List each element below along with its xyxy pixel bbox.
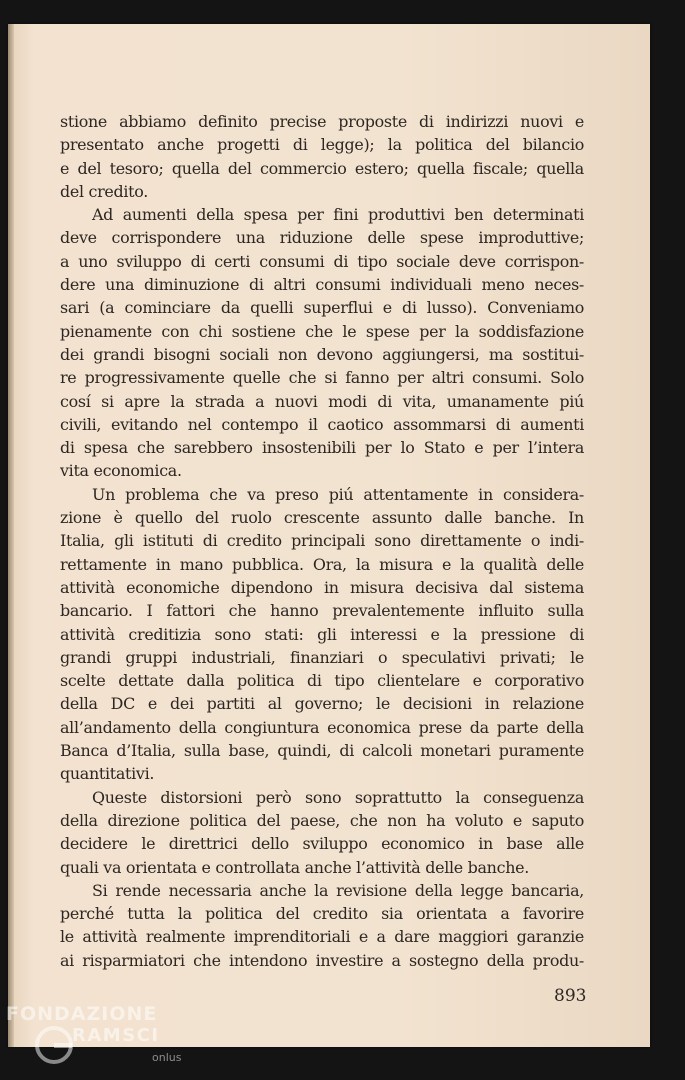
text-line: della direzione politica del paese, che non ha voluto e saputo <box>60 810 584 830</box>
text-line: bancario. I fattori che hanno prevalentemente influito sulla <box>60 601 584 621</box>
paragraph-start-line: Si rende necessaria anche la revisione della legge bancaria, <box>92 880 584 900</box>
book-page <box>8 24 650 1047</box>
text-line: della DC e dei partiti al governo; le decisioni in relazione <box>60 694 584 714</box>
text-line: perché tutta la politica del credito sia orientata a favorire <box>60 904 584 924</box>
text-line: civili, evitando nel contempo il caotico assommarsi di aumenti <box>60 414 584 434</box>
text-line: dere una diminuzione di altri consumi individuali meno neces- <box>60 275 584 295</box>
text-line: Italia, gli istituti di credito principali sono direttamente o indi- <box>60 531 584 551</box>
text-line: e del tesoro; quella del commercio estero; quella fiscale; quella <box>60 158 584 178</box>
text-line: quantitativi. <box>60 764 155 784</box>
text-line: ai risparmiatori che intendono investire a sostegno della produ- <box>60 950 584 970</box>
paragraph-start-line: Queste distorsioni però sono soprattutto la conseguenza <box>92 787 584 807</box>
text-line: sari (a cominciare da quelli superflui e di lusso). Conveniamo <box>60 298 584 318</box>
text-line: pienamente con chi sostiene che le spese per la soddisfazione <box>60 321 584 341</box>
watermark <box>6 1003 206 1073</box>
text-line: di spesa che sarebbero insostenibili per lo Stato e per l’intera <box>60 438 584 458</box>
watermark-suffix: onlus <box>152 1051 182 1064</box>
text-line: quali va orientata e controllata anche l’attività delle banche. <box>60 857 530 877</box>
body-text <box>60 110 584 972</box>
text-line: dei grandi bisogni sociali non devono aggiungersi, ma sostitui- <box>60 344 584 364</box>
page-number: 893 <box>554 986 587 1006</box>
text-line: Banca d’Italia, sulla base, quindi, di calcoli monetari puramente <box>60 741 584 761</box>
text-line: le attività realmente imprenditoriali e a dare maggiori garanzie <box>60 927 584 947</box>
text-line: cosí si apre la strada a nuovi modi di vita, umanamente piú <box>60 391 584 411</box>
text-line: a uno sviluppo di certi consumi di tipo sociale deve corrispon- <box>60 251 584 271</box>
text-line: grandi gruppi industriali, finanziari o speculativi privati; le <box>60 647 584 667</box>
text-line: vita economica. <box>60 461 182 481</box>
text-line: stione abbiamo definito precise proposte di indirizzi nuovi e <box>60 112 584 131</box>
paragraph-start-line: Ad aumenti della spesa per fini produttivi ben determinati <box>92 205 584 225</box>
text-line: presentato anche progetti di legge); la politica del bilancio <box>60 135 584 155</box>
text-line: del credito. <box>60 181 148 201</box>
text-line: attività creditizia sono stati: gli interessi e la pressione di <box>60 624 584 644</box>
text-line: all’andamento della congiuntura economica prese da parte della <box>60 717 584 737</box>
watermark-line1: FONDAZIONE <box>6 1003 158 1025</box>
text-line: attività economiche dipendono in misura decisiva dal sistema <box>60 577 584 597</box>
text-line: scelte dettate dalla politica di tipo clientelare e corporativo <box>60 671 584 691</box>
text-line: re progressivamente quelle che si fanno per altri consumi. Solo <box>60 368 584 388</box>
text-line: deve corrispondere una riduzione delle spese improduttive; <box>60 228 584 248</box>
text-line: decidere le direttrici dello sviluppo economico in base alle <box>60 834 584 854</box>
text-line: zione è quello del ruolo crescente assunto dalle banche. In <box>60 508 584 528</box>
text-line: rettamente in mano pubblica. Ora, la misura e la qualità delle <box>60 554 584 574</box>
watermark-line2: RAMSCI <box>72 1025 160 1046</box>
paragraph-start-line: Un problema che va preso piú attentamente in considera- <box>92 484 584 504</box>
page-spine-shadow <box>8 24 14 1047</box>
watermark-g-logo-icon <box>32 1023 76 1067</box>
